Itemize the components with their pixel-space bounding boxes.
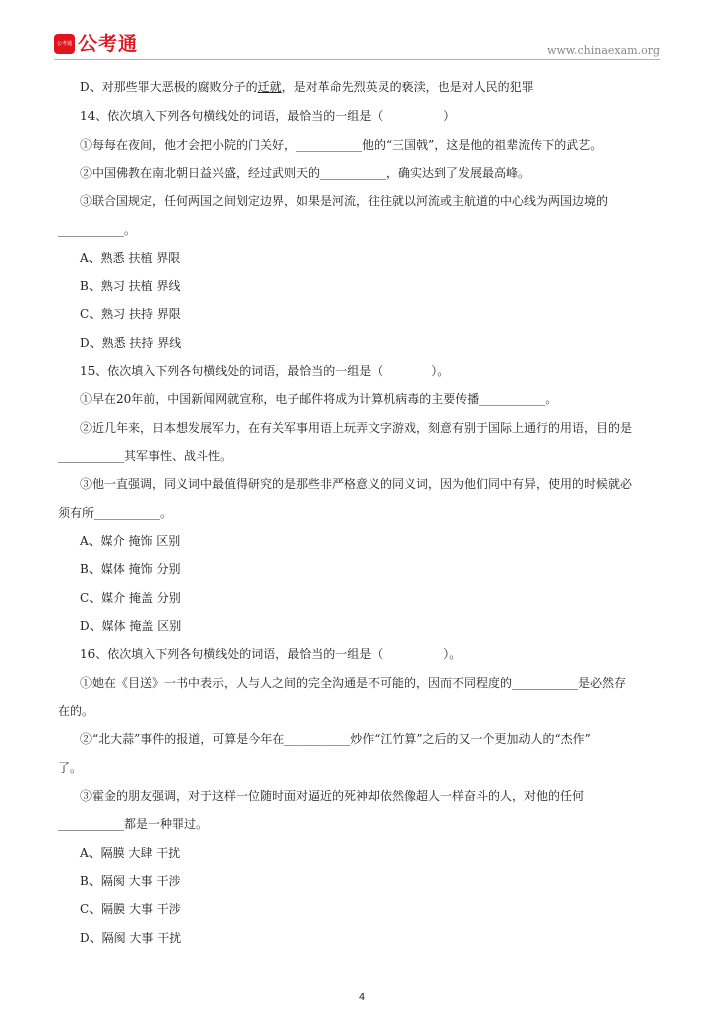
q16-sentence-2-line-2: 了。 — [58, 761, 83, 775]
page-header — [0, 0, 724, 62]
q16-option-a: A、隔膜 大肆 干扰 — [80, 846, 181, 860]
q14-sentence-3-line-2: ___________。 — [58, 223, 137, 237]
q16-sentence-1-line-1: ①她在《目送》一书中表示，人与人之间的完全沟通是不可能的，因而不同程度的___________是必然存 — [80, 676, 627, 690]
q13-option-d: D、对那些罪大恶极的腐败分子的迁就，是对革命先烈英灵的亵渎，也是对人民的犯罪 — [80, 80, 534, 94]
q16-sentence-1-line-2: 在的。 — [58, 704, 95, 718]
site-url: www.chinaexam.org — [547, 44, 660, 57]
q14-stem: 14、依次填入下列各句横线处的词语，最恰当的一组是（ ） — [80, 109, 456, 123]
logo-text: 公考通 — [78, 33, 139, 55]
q14-option-c: C、熟习 扶持 界限 — [80, 307, 181, 321]
q15-sentence-3-line-2: 须有所___________。 — [58, 506, 173, 520]
q16-stem: 16、依次填入下列各句横线处的词语，最恰当的一组是（ ）。 — [80, 647, 462, 661]
q16-option-b: B、隔阂 大事 干涉 — [80, 874, 181, 888]
q15-option-a: A、媒介 掩饰 区别 — [80, 534, 181, 548]
q15-sentence-2-line-2: ___________其军事性、战斗性。 — [58, 449, 233, 463]
q15-sentence-3-line-1: ③他一直强调，同义词中最值得研究的是那些非严格意义的同义词，因为他们同中有异，使用的时候就必 — [80, 477, 633, 491]
q16-sentence-3-line-2: ___________都是一种罪过。 — [58, 817, 209, 831]
page-number: 4 — [358, 992, 366, 1003]
q14-sentence-3-line-1: ③联合国规定，任何两国之间划定边界，如果是河流，往往就以河流或主航道的中心线为两国边境的 — [80, 194, 609, 208]
q15-option-c: C、媒介 掩盖 分别 — [80, 591, 181, 605]
q15-option-d: D、媒体 掩盖 区别 — [80, 619, 182, 633]
q15-option-b: B、媒体 掩饰 分别 — [80, 562, 181, 576]
q14-sentence-1: ①每每在夜间，他才会把小院的门关好，___________他的“三国戟”，这是他的祖辈流传下的武艺。 — [80, 138, 603, 152]
underlined-word: 迁就 — [257, 80, 282, 94]
q15-stem: 15、依次填入下列各句横线处的词语，最恰当的一组是（ ）。 — [80, 364, 450, 378]
q14-sentence-2: ②中国佛教在南北朝日益兴盛，经过武则天的___________，确实达到了发展最高峰。 — [80, 166, 531, 180]
q16-option-c: C、隔膜 大事 干涉 — [80, 902, 181, 916]
q14-option-d: D、熟悉 扶持 界线 — [80, 336, 182, 350]
q16-sentence-3-line-1: ③霍金的朋友强调，对于这样一位随时面对逼近的死神却依然像超人一样奋斗的人，对他的任何 — [80, 789, 585, 803]
logo-icon: 公考通 — [54, 34, 75, 54]
q15-sentence-1: ①早在20年前，中国新闻网就宣称，电子邮件将成为计算机病毒的主要传播___________。 — [80, 392, 558, 406]
header-divider — [54, 59, 660, 60]
q16-sentence-2-line-1: ②“北大蒜”事件的报道，可算是今年在___________炒作“江竹算”之后的又一个更加动人的“杰作” — [80, 732, 591, 746]
q16-option-d: D、隔阂 大事 干扰 — [80, 931, 182, 945]
q15-sentence-2-line-1: ②近几年来，日本想发展军力，在有关军事用语上玩弄文字游戏，刻意有别于国际上通行的用语，目的是 — [80, 421, 633, 435]
q14-option-a: A、熟悉 扶植 界限 — [80, 251, 181, 265]
q14-option-b: B、熟习 扶植 界线 — [80, 279, 181, 293]
